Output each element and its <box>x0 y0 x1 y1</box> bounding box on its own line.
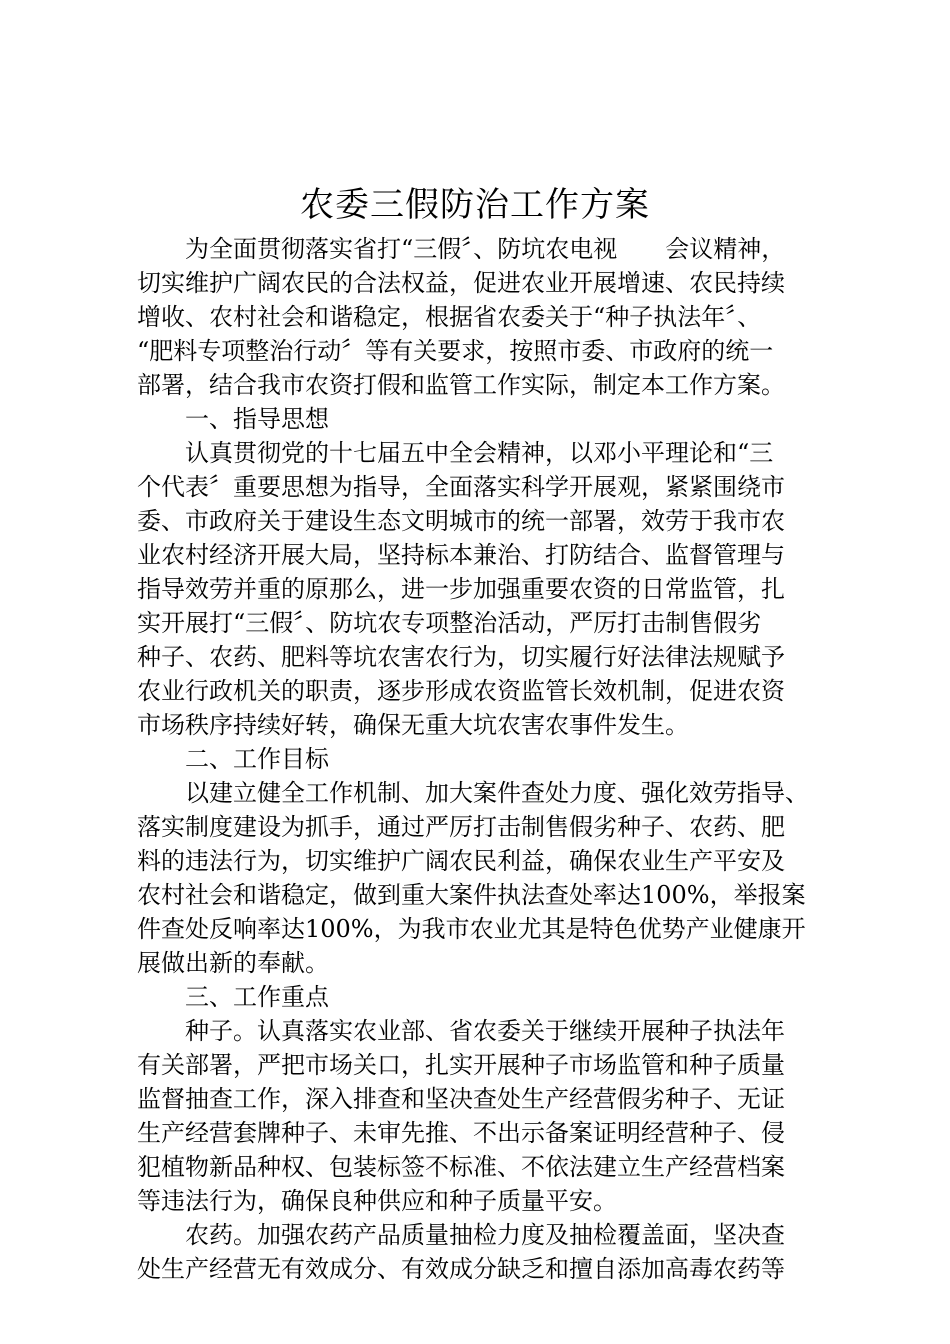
text-line: 指导效劳并重的原那么，进一步加强重要农资的日常监管，扎 <box>137 575 785 603</box>
section-heading: 一、指导思想 <box>185 405 329 433</box>
text-line: 实开展打“三假〞、防坑农专项整治活动，严厉打击制售假劣 <box>137 609 762 637</box>
text-line: 生产经营套牌种子、未审先推、不出示备案证明经营种子、侵 <box>137 1119 785 1147</box>
text-line: 为全面贯彻落实省打“三假〞、防坑农电视 会议精神， <box>185 235 786 263</box>
text-line: 种子、农药、肥料等坑农害农行为，切实履行好法律法规赋予 <box>137 643 785 671</box>
text-line: 料的违法行为，切实维护广阔农民利益，确保农业生产平安及 <box>137 847 785 875</box>
text-line: 监督抽查工作，深入排查和坚决查处生产经营假劣种子、无证 <box>137 1085 785 1113</box>
text-line: 以建立健全工作机制、加大案件查处力度、强化效劳指导、 <box>185 779 809 807</box>
text-line: 落实制度建设为抓手，通过严厉打击制售假劣种子、农药、肥 <box>137 813 785 841</box>
document-title: 农委三假防治工作方案 <box>300 185 650 225</box>
text-line: 农药。加强农药产品质量抽检力度及抽检覆盖面，坚决查 <box>185 1221 785 1249</box>
text-line: 农村社会和谐稳定，做到重大案件执法查处率达100%，举报案 <box>137 881 806 909</box>
text-line: 处生产经营无有效成分、有效成分缺乏和擅自添加高毒农药等 <box>137 1255 785 1283</box>
text-line: 件查处反响率达100%，为我市农业尤其是特色优势产业健康开 <box>137 915 806 943</box>
text-line: 增收、农村社会和谐稳定，根据省农委关于“种子执法年〞、 <box>137 303 762 331</box>
text-line: 业农村经济开展大局，坚持标本兼治、打防结合、监督管理与 <box>137 541 785 569</box>
text-line: 委、市政府关于建设生态文明城市的统一部署，效劳于我市农 <box>137 507 785 535</box>
text-line: 市场秩序持续好转，确保无重大坑农害农事件发生。 <box>137 711 689 739</box>
section-heading: 三、工作重点 <box>185 983 329 1011</box>
text-line: 部署，结合我市农资打假和监管工作实际，制定本工作方案。 <box>137 371 785 399</box>
text-line: 个代表〞重要思想为指导，全面落实科学开展观，紧紧围绕市 <box>137 473 785 501</box>
text-line: “肥料专项整治行动〞等有关要求，按照市委、市政府的统一 <box>137 337 774 365</box>
section-heading: 二、工作目标 <box>185 745 329 773</box>
text-line: 有关部署，严把市场关口，扎实开展种子市场监管和种子质量 <box>137 1051 785 1079</box>
text-line: 犯植物新品种权、包装标签不标准、不依法建立生产经营档案 <box>137 1153 785 1181</box>
text-line: 切实维护广阔农民的合法权益，促进农业开展增速、农民持续 <box>137 269 785 297</box>
text-line: 展做出新的奉献。 <box>137 949 329 977</box>
text-line: 农业行政机关的职责，逐步形成农资监管长效机制，促进农资 <box>137 677 785 705</box>
text-line: 认真贯彻党的十七届五中全会精神，以邓小平理论和“三 <box>185 439 774 467</box>
text-line: 种子。认真落实农业部、省农委关于继续开展种子执法年 <box>185 1017 785 1045</box>
text-line: 等违法行为，确保良种供应和种子质量平安。 <box>137 1187 617 1215</box>
